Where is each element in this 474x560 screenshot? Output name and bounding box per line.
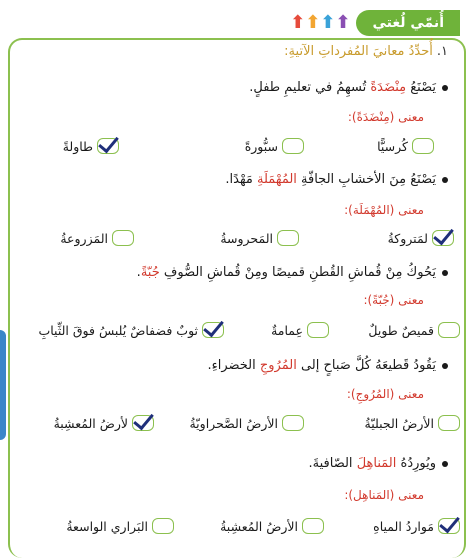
option[interactable]: طاولةً <box>63 138 119 154</box>
arrows-icon: ⬆ ⬆ ⬆ ⬆ <box>290 12 351 33</box>
option[interactable]: الأرضُ الصَّحراويّةُ <box>189 415 304 431</box>
checkbox[interactable] <box>152 518 174 534</box>
bullet-icon <box>442 177 448 183</box>
question-sentence: يَقُودُ قَطيعَهُ كُلَّ صَباحٍ إلى المُرُوجِ الخضراءِ. <box>207 358 448 373</box>
section-header <box>290 8 460 38</box>
option[interactable]: البَراري الواسعةُ <box>66 518 174 534</box>
target-word: جُبّةً <box>140 265 160 280</box>
option[interactable]: عِمامةٌ <box>271 322 329 338</box>
meaning-label: معنى (المُرُوجِ): <box>346 387 424 401</box>
checkbox[interactable] <box>282 415 304 431</box>
checkbox[interactable] <box>112 230 134 246</box>
bullet-icon <box>442 270 448 276</box>
checkbox[interactable] <box>307 322 329 338</box>
option[interactable]: قميصٌ طويلٌ <box>368 322 460 338</box>
question-sentence: يَصْنَعُ مِنَ الأخشابِ الجافّةِ المُهْمَلَةِ مَهْدًا. <box>225 172 448 187</box>
option[interactable]: لأرضُ المُعشِبةُ <box>54 415 154 431</box>
target-word: المَناهِلَ <box>356 456 397 471</box>
meaning-label: معنى (جُبّةً): <box>363 293 424 307</box>
meaning-label: معنى (المَناهِل): <box>344 488 424 502</box>
target-word: المُهْمَلَةِ <box>257 172 297 187</box>
meaning-label: معنى (المُهْمَلَة): <box>344 203 424 217</box>
checkbox-checked[interactable] <box>432 230 454 246</box>
question-sentence: يَحُوكُ مِنْ قُماشِ القُطنِ قميصًا ومِنْ قُماشِ الصُّوفِ جُبّةً. <box>137 265 448 280</box>
bullet-icon <box>442 85 448 91</box>
side-tab-strip <box>0 330 6 440</box>
exercise-instruction <box>284 44 448 59</box>
instruction-text: أُحدِّدُ معانيَ المُفرداتِ الآتيةِ: <box>284 44 433 59</box>
option[interactable]: ثوبٌ فضفاضٌ يُلبسُ فوقَ الثِّيابِ <box>38 322 224 338</box>
option[interactable]: لمَتروكةُ <box>388 230 454 246</box>
question-sentence: ويُورِدُهُ المَناهِلَ الصّافيةَ. <box>309 456 449 471</box>
option[interactable]: المَحروسةُ <box>220 230 299 246</box>
option[interactable]: مَواردُ المياهِ <box>373 518 460 534</box>
checkbox[interactable] <box>438 415 460 431</box>
bullet-icon <box>442 461 448 467</box>
checkbox[interactable] <box>302 518 324 534</box>
meaning-label: معنى (مِنْضَدَةً): <box>347 110 424 124</box>
checkbox-checked[interactable] <box>97 138 119 154</box>
target-word: المُرُوجِ <box>259 358 297 373</box>
question-sentence: يَصْنَعُ مِنْضَدَةً تُسهِمُ في تعليمِ طفلٍ. <box>249 80 448 95</box>
option[interactable]: سبُّورةً <box>245 138 304 154</box>
option[interactable]: كُرسيًّا <box>377 138 434 154</box>
checkbox[interactable] <box>438 322 460 338</box>
bullet-icon <box>442 363 448 369</box>
target-word: مِنْضَدَةً <box>370 80 407 95</box>
checkbox[interactable] <box>282 138 304 154</box>
option[interactable]: الأرضُ المُعشِبةُ <box>220 518 324 534</box>
checkbox-checked[interactable] <box>132 415 154 431</box>
checkbox-checked[interactable] <box>438 518 460 534</box>
checkbox-checked[interactable] <box>202 322 224 338</box>
exercise-number: ١. <box>436 44 448 59</box>
option[interactable]: الأرضُ الجبليّةُ <box>365 415 460 431</box>
option[interactable]: المَزروعةُ <box>60 230 134 246</box>
checkbox[interactable] <box>277 230 299 246</box>
section-title: أُنمّي لُغتي <box>356 10 460 36</box>
checkbox[interactable] <box>412 138 434 154</box>
